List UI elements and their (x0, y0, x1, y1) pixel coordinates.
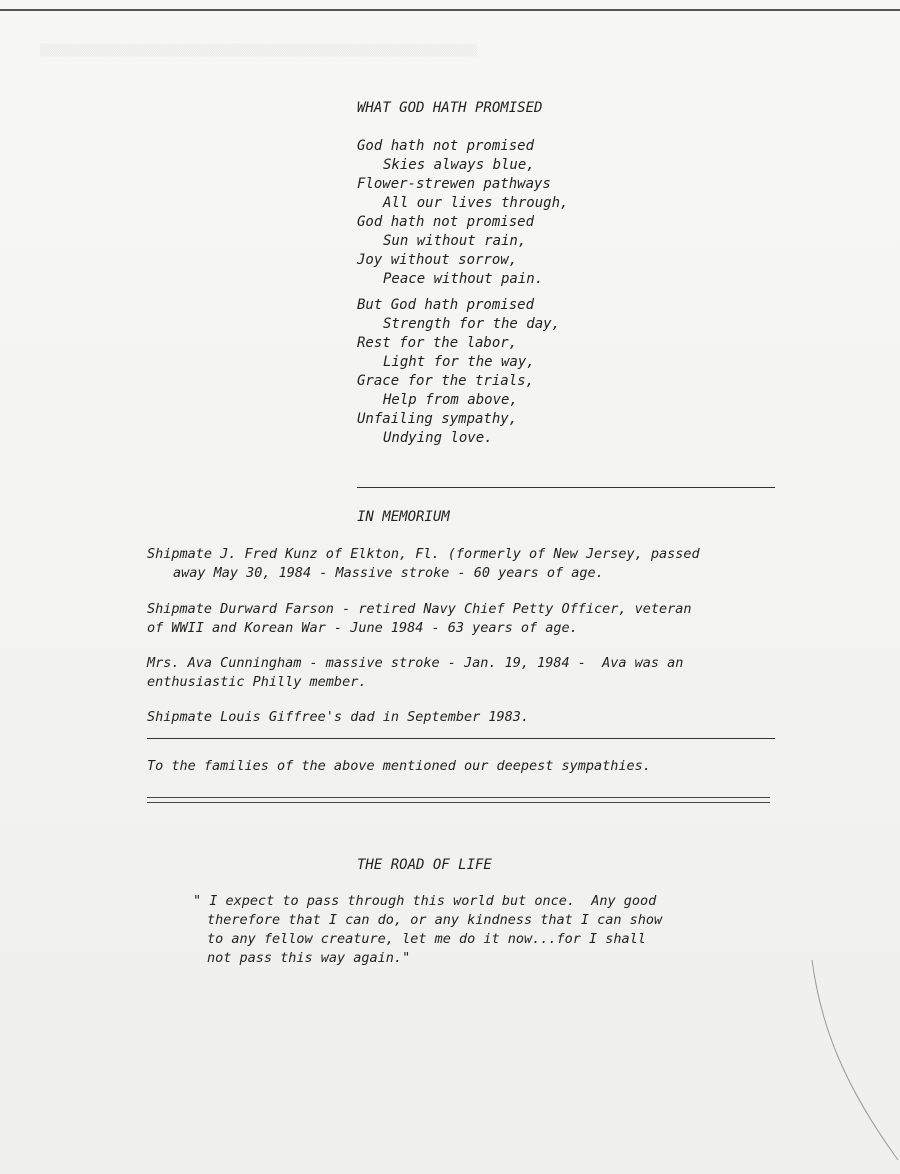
memorium-entry-line: Shipmate J. Fred Kunz of Elkton, Fl. (formerly of New Jersey, passed (147, 546, 700, 562)
poem-line: Undying love. (383, 430, 493, 446)
poem-line: Sun without rain, (383, 233, 527, 249)
memorium-entry-line: Shipmate Durward Farson - retired Navy Chief Petty Officer, veteran (147, 601, 692, 617)
poem-line: God hath not promised (357, 138, 535, 154)
page-curl-mark (810, 960, 900, 1174)
poem-line: Light for the way, (383, 354, 535, 370)
poem-line: God hath not promised (357, 214, 535, 230)
quote-line: " I expect to pass through this world but once. Any good (193, 893, 657, 909)
poem-line: But God hath promised (357, 297, 535, 313)
quote-line: therefore that I can do, or any kindness that I can show (207, 912, 663, 928)
quote-line: to any fellow creature, let me do it now...for I shall (207, 931, 646, 947)
poem-line: Unfailing sympathy, (357, 411, 518, 427)
poem-line: Joy without sorrow, (357, 252, 518, 268)
section-divider (357, 487, 775, 488)
memorium-entry-line: away May 30, 1984 - Massive stroke - 60 years of age. (173, 565, 604, 581)
sympathy-text: To the families of the above mentioned our deepest sympathies. (147, 758, 651, 774)
poem-line: Skies always blue, (383, 157, 535, 173)
bleed-through-texture: ▒▒▒▒▒▒▒▒▒▒▒▒▒▒▒▒▒▒▒▒▒▒▒▒▒▒▒▒▒▒▒▒▒▒▒▒▒▒▒▒▒▒▒▒▒▒▒▒▒▒▒▒▒▒▒▒▒▒▒▒▒▒▒▒▒▒ (40, 44, 478, 57)
poem-line: Peace without pain. (383, 271, 544, 287)
double-rule-divider (147, 797, 770, 803)
poem-line: Grace for the trials, (357, 373, 535, 389)
road-title: THE ROAD OF LIFE (357, 857, 492, 873)
top-edge-line (0, 9, 900, 11)
memorium-entry-line: of WWII and Korean War - June 1984 - 63 years of age. (147, 620, 578, 636)
poem-title: WHAT GOD HATH PROMISED (357, 100, 543, 116)
poem-line: Rest for the labor, (357, 335, 518, 351)
quote-line: not pass this way again." (207, 950, 411, 966)
memorium-entry-line: Mrs. Ava Cunningham - massive stroke - Jan. 19, 1984 - Ava was an (147, 655, 684, 671)
section-divider (147, 738, 775, 739)
poem-line: Strength for the day, (383, 316, 561, 332)
memorium-entry-line: Shipmate Louis Giffree's dad in September 1983. (147, 709, 530, 725)
memorium-entry-line: enthusiastic Philly member. (147, 674, 367, 690)
poem-line: Flower-strewen pathways (357, 176, 551, 192)
memorium-title: IN MEMORIUM (357, 509, 450, 525)
poem-line: All our lives through, (383, 195, 569, 211)
poem-line: Help from above, (383, 392, 518, 408)
